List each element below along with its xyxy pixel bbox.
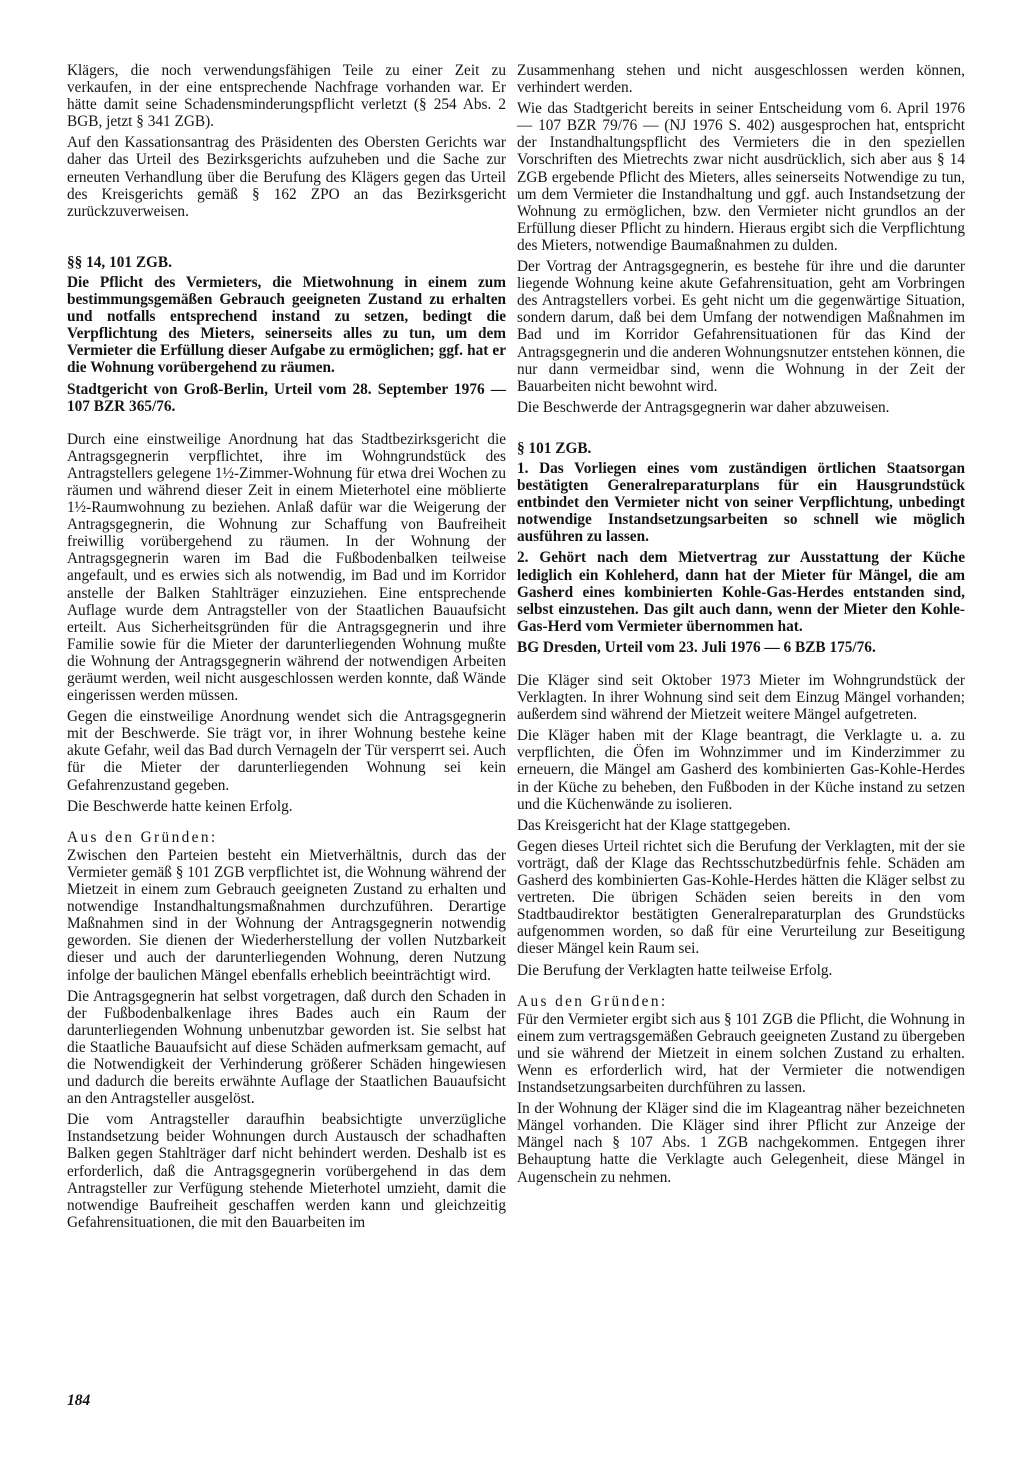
paragraph: Der Vortrag der Antragsgegnerin, es bestehe für ihre und die darunter liegende Wohnung keine akute Gefahrensituation, geht am Vorbringen des Antragstellers vorbei. Es geht nicht um die gegenwärtige Situation, sondern darum, daß bei dem Umfang der notwendigen Maßnahmen im Bad und im Korridor Gefahrensituationen für das Kind der Antragsgegnerin und die anderen Wohnungsnutzer entstehen können, die nur dann vermeidbar sind, wenn die Wohnung in der Zeit der Bauarbeiten nicht bewohnt wird. [517, 258, 965, 395]
paragraph: Gegen dieses Urteil richtet sich die Berufung der Verklagten, mit der sie vorträgt, daß der Klage das Rechtsschutzbedürfnis fehle. Schäden am Gasherd des kombinierten Gas-Kohle-Herdes hätten die Kläger selbst zu vertreten. Die übrigen Schäden seien bereits in den vom Stadtbaudirektor bestätigten Generalreparaturplan des Grundstücks aufgenommen worden, so daß für eine Verurteilung zur Beseitigung dieser Mängel kein Raum sei. [517, 837, 965, 958]
paragraph: Die Antragsgegnerin hat selbst vorgetragen, daß durch den Schaden in der Fußbodenbalkenlage ihres Bades auch ein Raum der darunterliegenden Wohnung unbenutzbar geworden ist. Sie selbst hat die Staatliche Bauaufsicht auf diese Schäden aufmerksam gemacht, auf die Notwendigkeit der Verhinderung größerer Schäden hingewiesen und dadurch die bereits erwähnte Auflage der Staatlichen Bauaufsicht an den Antragsteller ausgelöst. [67, 987, 506, 1108]
paragraph: In der Wohnung der Kläger sind die im Klageantrag näher bezeichneten Mängel vorhanden. Die Kläger sind ihrer Pflicht zur Anzeige der Mängel nach § 107 Abs. 1 ZGB nachgekommen. Entgegen ihrer Behauptung hatte die Verklagte auch Gelegenheit, diese Mängel in Augenschein zu nehmen. [517, 1100, 965, 1186]
reasons-heading: Aus den Gründen: [517, 992, 668, 1010]
paragraph: Wie das Stadtgericht bereits in seiner Entscheidung vom 6. April 1976 — 107 BZR 79/76 — (NJ 1976 S. 402) ausgesprochen hat, entspricht der Instandhaltungspflicht des Vermieters die in den speziellen Vorschriften des Mietrechts zwar nicht ausdrücklich, sich aber aus § 14 ZGB ergebende Pflicht des Mieters, alles seinerseits Notwendige zu tun, um dem Vermieter die Instandhaltung und ggf. auch Instandsetzung der Wohnung zu ermöglichen, bzw. den Vermieter nicht grundlos an der Erfüllung dieser Pflicht zu hindern. Hieraus ergibt sich die Verpflichtung des Mieters, notwendige Baumaßnahmen zu dulden. [517, 100, 965, 254]
right-column [517, 62, 965, 1190]
paragraph: Das Kreisgericht hat der Klage stattgegeben. [517, 816, 791, 834]
headnote: Die Pflicht des Vermieters, die Mietwohnung in einem zum bestimmungsgemäßen Gebrauch geeigneten Zustand zu erhalten und notfalls entsprechend instand zu setzen, bedingt die Verpflichtung des Mieters, seinerseits alles zu tun, um dem Vermieter die Erfüllung dieser Aufgabe zu ermöglichen; ggf. hat er die Wohnung vorübergehend zu räumen. [67, 273, 506, 377]
paragraph: Die Berufung der Verklagten hatte teilweise Erfolg. [517, 961, 833, 979]
reasons-heading: Aus den Gründen: [67, 828, 218, 846]
paragraph: Die Beschwerde der Antragsgegnerin war daher abzuweisen. [517, 398, 890, 416]
paragraph: Zusammenhang stehen und nicht ausgeschlossen werden können, verhindert werden. [517, 62, 965, 97]
paragraph: Zwischen den Parteien besteht ein Mietverhältnis, durch das der Vermieter gemäß § 101 ZGB verpflichtet ist, die Wohnung während der Mietzeit in einem zum Gebrauch geeigneten Zustand zu erhalten und notwendige Instandhaltungsmaßnahmen durchzuführen. Derartige Maßnahmen sind in der Wohnung der Antragsgegnerin notwendig geworden. Sie dienen der Wiederherstellung der vollen Nutzbarkeit dieser und auch der darunterliegenden Wohnung, deren Nutzung infolge der baulichen Mängel ebenfalls erheblich beeinträchtigt wird. [67, 846, 507, 984]
paragraph: Klägers, die noch verwendungsfähigen Teile zu einer Zeit zu verkaufen, in der eine entsprechende Nachfrage vorhanden war. Er hätte damit seine Schadensminderungspflicht verletzt (§ 254 Abs. 2 BGB, jetzt § 341 ZGB). [67, 62, 506, 131]
page-number: 184 [67, 1392, 91, 1409]
paragraph: Die Beschwerde hatte keinen Erfolg. [67, 797, 293, 815]
paragraph: Die Kläger haben mit der Klage beantragt, die Verklagte u. a. zu verpflichten, die Öfen im Wohnzimmer und im Kinderzimmer zu erneuern, die Mängel am Gasherd des kombinierten Gas-Kohle-Herdes in der Küche zu beheben, den Fußboden in der Küche instand zu setzen und die Küchenwände zu isolieren. [517, 727, 965, 813]
court-citation: Stadtgericht von Groß-Berlin, Urteil vom 28. September 1976 — 107 BZR 365/76. [67, 380, 506, 415]
court-citation: BG Dresden, Urteil vom 23. Juli 1976 — 6 BZB 175/76. [517, 638, 876, 656]
paragraph: Durch eine einstweilige Anordnung hat das Stadtbezirksgericht die Antragsgegnerin verpflichtet, ihre im Wohngrundstück des Antragstellers gelegene 1½-Zimmer-Wohnung für etwa drei Wochen zu räumen und während dieser Zeit in einem Mieterhotel eine möblierte 1½-Raumwohnung zu beziehen. Anlaß dafür war die Weigerung der Antragsgegnerin, die Wohnung zur Schaffung von Baufreiheit freiwillig vorübergehend zu räumen. In der Wohnung der Antragsgegnerin waren im Bad die Fußbodenbalken teilweise angefault, und es erwies sich als notwendig, im Bad und im Korridor anstelle der Balken Stahlträger einzuziehen. Eine entsprechende Auflage wurde dem Antragsteller von der Staatlichen Bauaufsicht erteilt. Aus Sicherheitsgründen für die Antragsgegnerin und ihre Familie sowie für die Mieter der darunterliegenden Wohnung mußte die Wohnung der Antragsgegnerin während der notwendigen Arbeiten geräumt werden, weil nicht ausgeschlossen werden konnte, daß Wände eingerissen werden müssen. [67, 430, 506, 705]
headnote: 1. Das Vorliegen eines vom zuständigen örtlichen Staatsorgan bestätigten Generalreparaturplans für ein Hausgrundstück entbindet den Vermieter nicht von seiner Verpflichtung, unbedingt notwendige Instandsetzungsarbeiten so schnell wie möglich ausführen zu lassen. [517, 459, 965, 546]
paragraph: Die Kläger sind seit Oktober 1973 Mieter im Wohngrundstück der Verklagten. In ihrer Wohnung sind seit dem Einzug Mängel vorhanden; außerdem sind während der Mietzeit weitere Mängel aufgetreten. [517, 672, 965, 724]
paragraph: Für den Vermieter ergibt sich aus § 101 ZGB die Pflicht, die Wohnung in einem zum vertragsgemäßen Gebrauch geeigneten Zustand zu übergeben und sie während der Mietzeit in einem solchen Zustand zu erhalten. Wenn es erforderlich wird, hat der Vermieter die notwendigen Instandsetzungsarbeiten durchführen zu lassen. [517, 1010, 965, 1097]
left-column [67, 62, 506, 1235]
paragraph: Gegen die einstweilige Anordnung wendet sich die Antragsgegnerin mit der Beschwerde. Sie trägt vor, in ihrer Wohnung bestehe keine akute Gefahr, weil das Bad durch Vernageln der Tür versperrt sei. Auch für die Mieter der darunterliegenden Wohnung sei kein Gefahrenzustand gegeben. [67, 708, 506, 794]
section-heading: § 101 ZGB. [517, 439, 592, 457]
paragraph: Die vom Antragsteller daraufhin beabsichtigte unverzügliche Instandsetzung beider Wohnungen durch Austausch der schadhaften Balken gegen Stahlträger darf nicht behindert werden. Deshalb ist es erforderlich, daß die Antragsgegnerin vorübergehend in das dem Antragsteller zur Verfügung stehende Mieterhotel umzieht, damit die notwendige Baufreiheit geschaffen werden kann und gleichzeitig Gefahrensituationen, die mit den Bauarbeiten im [67, 1111, 506, 1231]
paragraph: Auf den Kassationsantrag des Präsidenten des Obersten Gerichts war daher das Urteil des Bezirksgerichts aufzuheben und die Sache zur erneuten Verhandlung über die Berufung des Klägers gegen das Urteil des Kreisgerichts gemäß § 162 ZPO an das Bezirksgericht zurückzuverweisen. [67, 134, 506, 220]
headnote: 2. Gehört nach dem Mietvertrag zur Ausstattung der Küche lediglich ein Kohleherd, dann hat der Mieter für Mängel, die am Gasherd eines kombinierten Kohle-Gas-Herdes entstanden sind, selbst einzustehen. Das gilt auch dann, wenn der Mieter den Kohle-Gas-Herd vom Vermieter übernommen hat. [517, 549, 965, 635]
section-heading: §§ 14, 101 ZGB. [67, 253, 172, 271]
